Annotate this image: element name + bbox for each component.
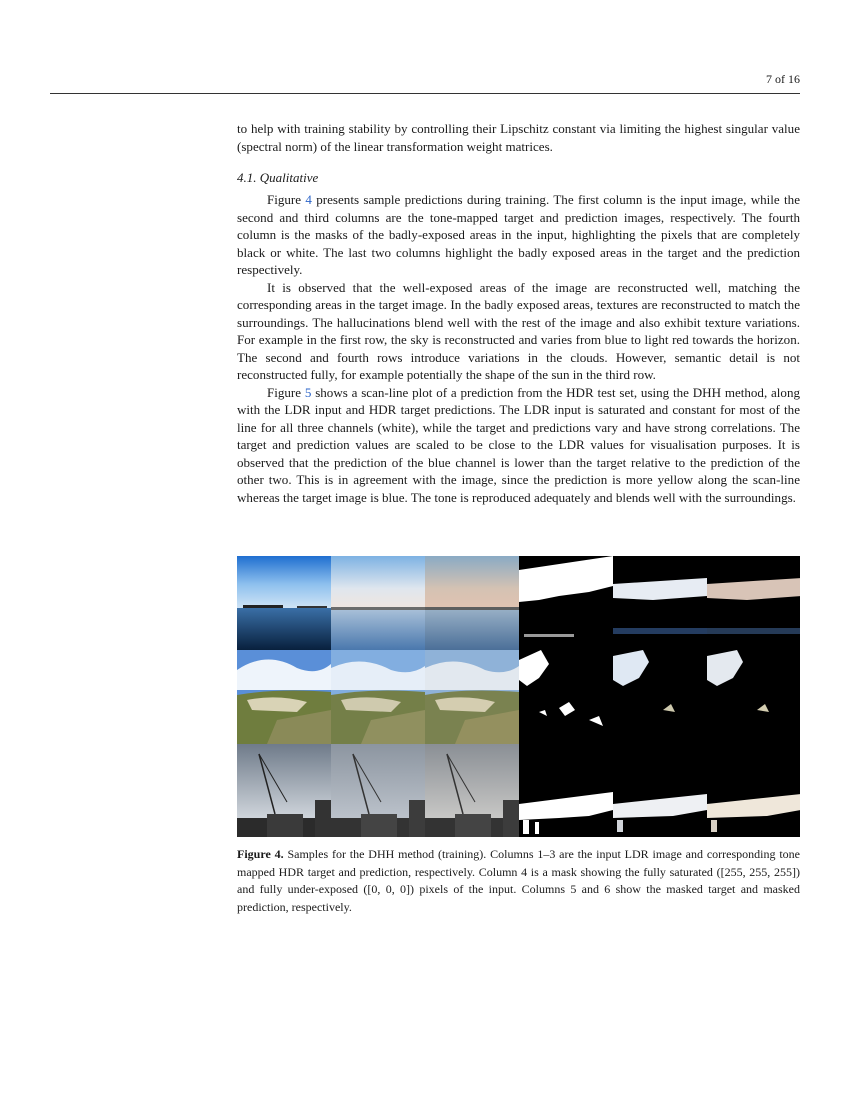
row1-masked-prediction-image bbox=[707, 556, 800, 650]
para3-text: shows a scan-line plot of a prediction from the HDR test set, using the DHH method, along with the LDR input and HDR target predictions. The LDR input is saturated and constant for most of the line for all three channels (white), while the target and predictions vary and have strong correlations. The target and prediction values are scaled to be close to the LDR values for visualisation purposes. It is observed that the prediction of the blue channel is lower than the target relative to the prediction of the other two. This is in agreement with the image, since the prediction is more yellow along the scan-line whereas the target image is blue. The tone is reproduced adequately and blends well with the surroundings. bbox=[237, 384, 800, 505]
section-body bbox=[237, 191, 800, 506]
row2-masked-target-image bbox=[613, 650, 707, 744]
row3-prediction-image bbox=[425, 744, 519, 837]
para1-text: presents sample predictions during training. The first column is the input image, while the second and third columns are the tone-mapped target and prediction images, respectively. The fourth column is the masks of the badly-exposed areas in the input, highlighting the pixels that are completely black or white. The last two columns highlight the badly exposed areas in the target and the prediction respectively. bbox=[237, 192, 800, 277]
row1-prediction-image bbox=[425, 556, 519, 650]
intro-paragraph: to help with training stability by controlling their Lipschitz constant via limiting the highest singular value (spectral norm) of the linear transformation weight matrices. bbox=[237, 121, 800, 154]
paragraph-figure5 bbox=[237, 384, 800, 507]
para1-prefix: Figure bbox=[267, 192, 306, 207]
paragraph-figure4 bbox=[237, 191, 800, 279]
caption-text: Samples for the DHH method (training). Columns 1–3 are the input LDR image and corresponding tone mapped HDR target and prediction, respectively. Column 4 is a mask showing the fully saturated ([255, 255, 255]) and fully under-exposed ([0, 0, 0]) pixels of the input. Columns 5 and 6 show the masked target and masked prediction, respectively. bbox=[237, 847, 800, 914]
row2-masked-prediction-image bbox=[707, 650, 800, 744]
figure-4-image-grid bbox=[237, 556, 800, 837]
row3-masked-target-image bbox=[613, 744, 707, 837]
paragraph-observations: It is observed that the well-exposed areas of the image are reconstructed well, matching the corresponding areas in the target image. In the badly exposed areas, textures are reconstructed to match the surroundings. The hallucinations blend well with the rest of the image and also exhibit texture variations. For example in the first row, the sky is reconstructed and varies from blue to light red towards the horizon. The second and fourth rows introduce variations in the clouds. However, semantic detail is not reconstructed fully, for example potentially the shape of the sun in the third row. bbox=[237, 279, 800, 382]
row3-masked-prediction-image bbox=[707, 744, 800, 837]
row2-mask-image bbox=[519, 650, 613, 744]
row3-mask-image bbox=[519, 744, 613, 837]
row3-input-image bbox=[237, 744, 331, 837]
page-number: 7 of 16 bbox=[766, 72, 800, 86]
row2-target-image bbox=[331, 650, 425, 744]
row2-input-image bbox=[237, 650, 331, 744]
caption-label: Figure 4. bbox=[237, 847, 284, 861]
row1-target-image bbox=[331, 556, 425, 650]
row2-prediction-image bbox=[425, 650, 519, 744]
row1-masked-target-image bbox=[613, 556, 707, 650]
intro-paragraph-block bbox=[237, 120, 800, 155]
section-heading: 4.1. Qualitative bbox=[237, 170, 319, 185]
figure-4-link[interactable]: 4 bbox=[305, 192, 312, 207]
row1-input-image bbox=[237, 556, 331, 650]
figure-4-caption bbox=[237, 846, 800, 916]
header-rule bbox=[50, 93, 800, 94]
row3-target-image bbox=[331, 744, 425, 837]
para3-prefix: Figure bbox=[267, 384, 305, 400]
figure-5-link[interactable]: 5 bbox=[304, 384, 312, 400]
row1-mask-image bbox=[519, 556, 613, 650]
